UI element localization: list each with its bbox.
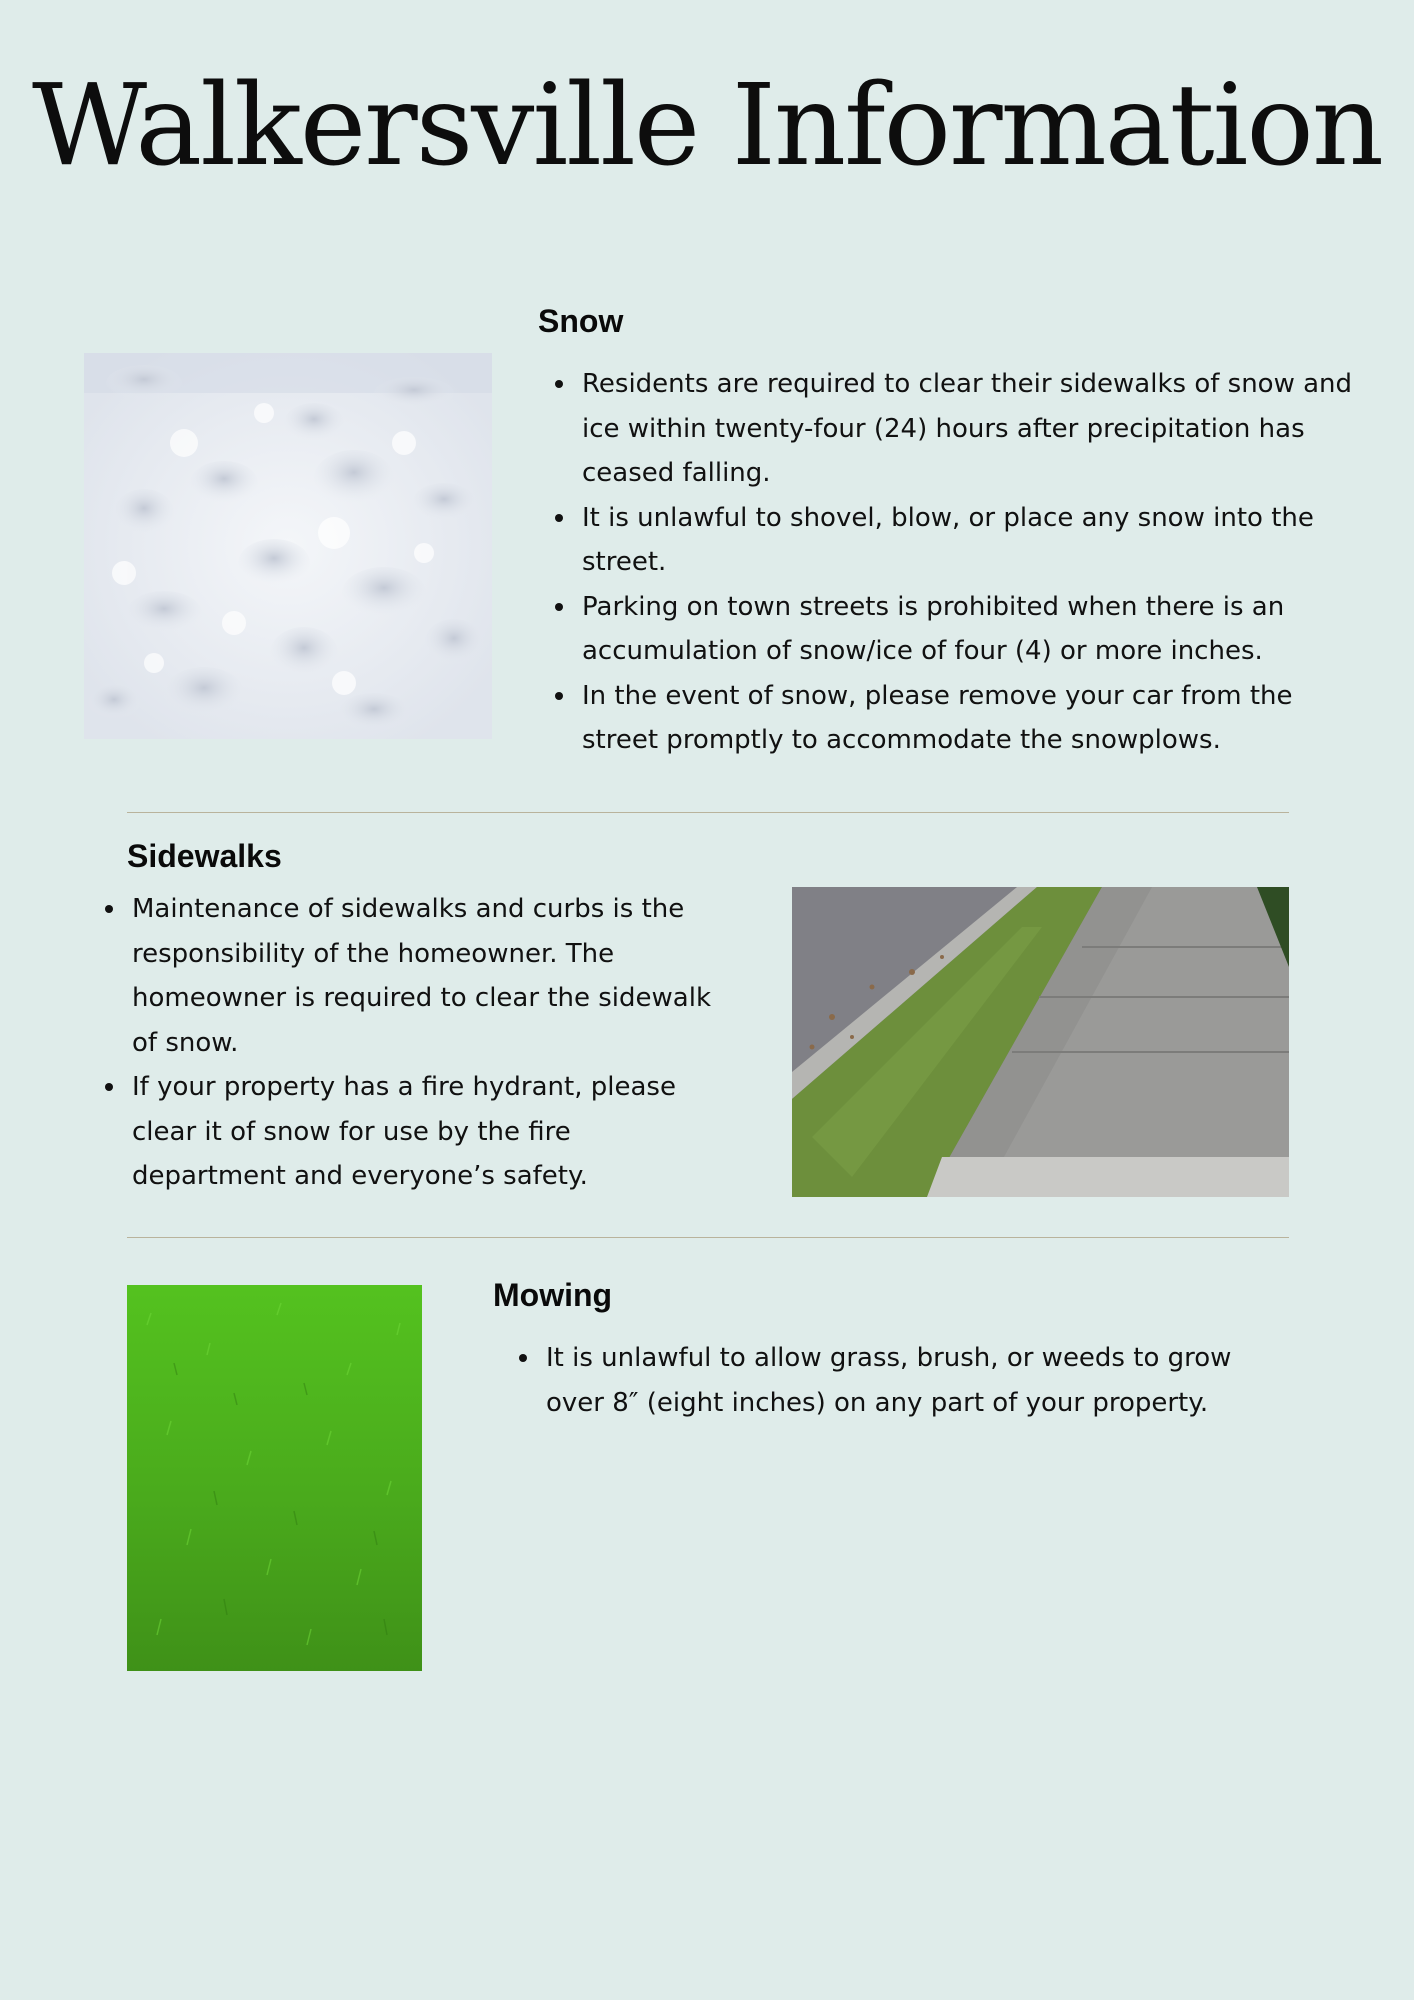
list-item: Parking on town streets is prohibited when there is an accumulation of snow/ice of four (4) or more inches. [582,585,1362,674]
list-item: Residents are required to clear their sidewalks of snow and ice within twenty-four (24) hours after precipitation has ceased falling. [582,362,1362,496]
list-item: In the event of snow, please remove your car from the street promptly to accommodate the snowplows. [582,674,1362,763]
list-item: Maintenance of sidewalks and curbs is the responsibility of the homeowner. The homeowner is required to clear the sidewalk of snow. [132,887,732,1065]
sidewalk-photo [792,887,1289,1197]
section-divider [127,1237,1289,1238]
page-title: Walkersville Information [32,61,1382,191]
list-item: It is unlawful to shovel, blow, or place any snow into the street. [582,496,1362,585]
list-item: If your property has a fire hydrant, please clear it of snow for use by the fire department and everyone’s safety. [132,1065,732,1199]
snow-photo [84,353,492,739]
section-divider [127,812,1289,813]
mowing-heading: Mowing [493,1277,613,1313]
list-item: It is unlawful to allow grass, brush, or weeds to grow over 8″ (eight inches) on any part of your property. [546,1336,1246,1425]
sidewalks-bullet-list [132,887,732,1199]
snow-bullet-list [582,362,1362,763]
snow-heading: Snow [538,303,624,339]
grass-photo [127,1285,422,1671]
sidewalks-heading: Sidewalks [127,838,282,874]
mowing-bullet-list [546,1336,1246,1425]
